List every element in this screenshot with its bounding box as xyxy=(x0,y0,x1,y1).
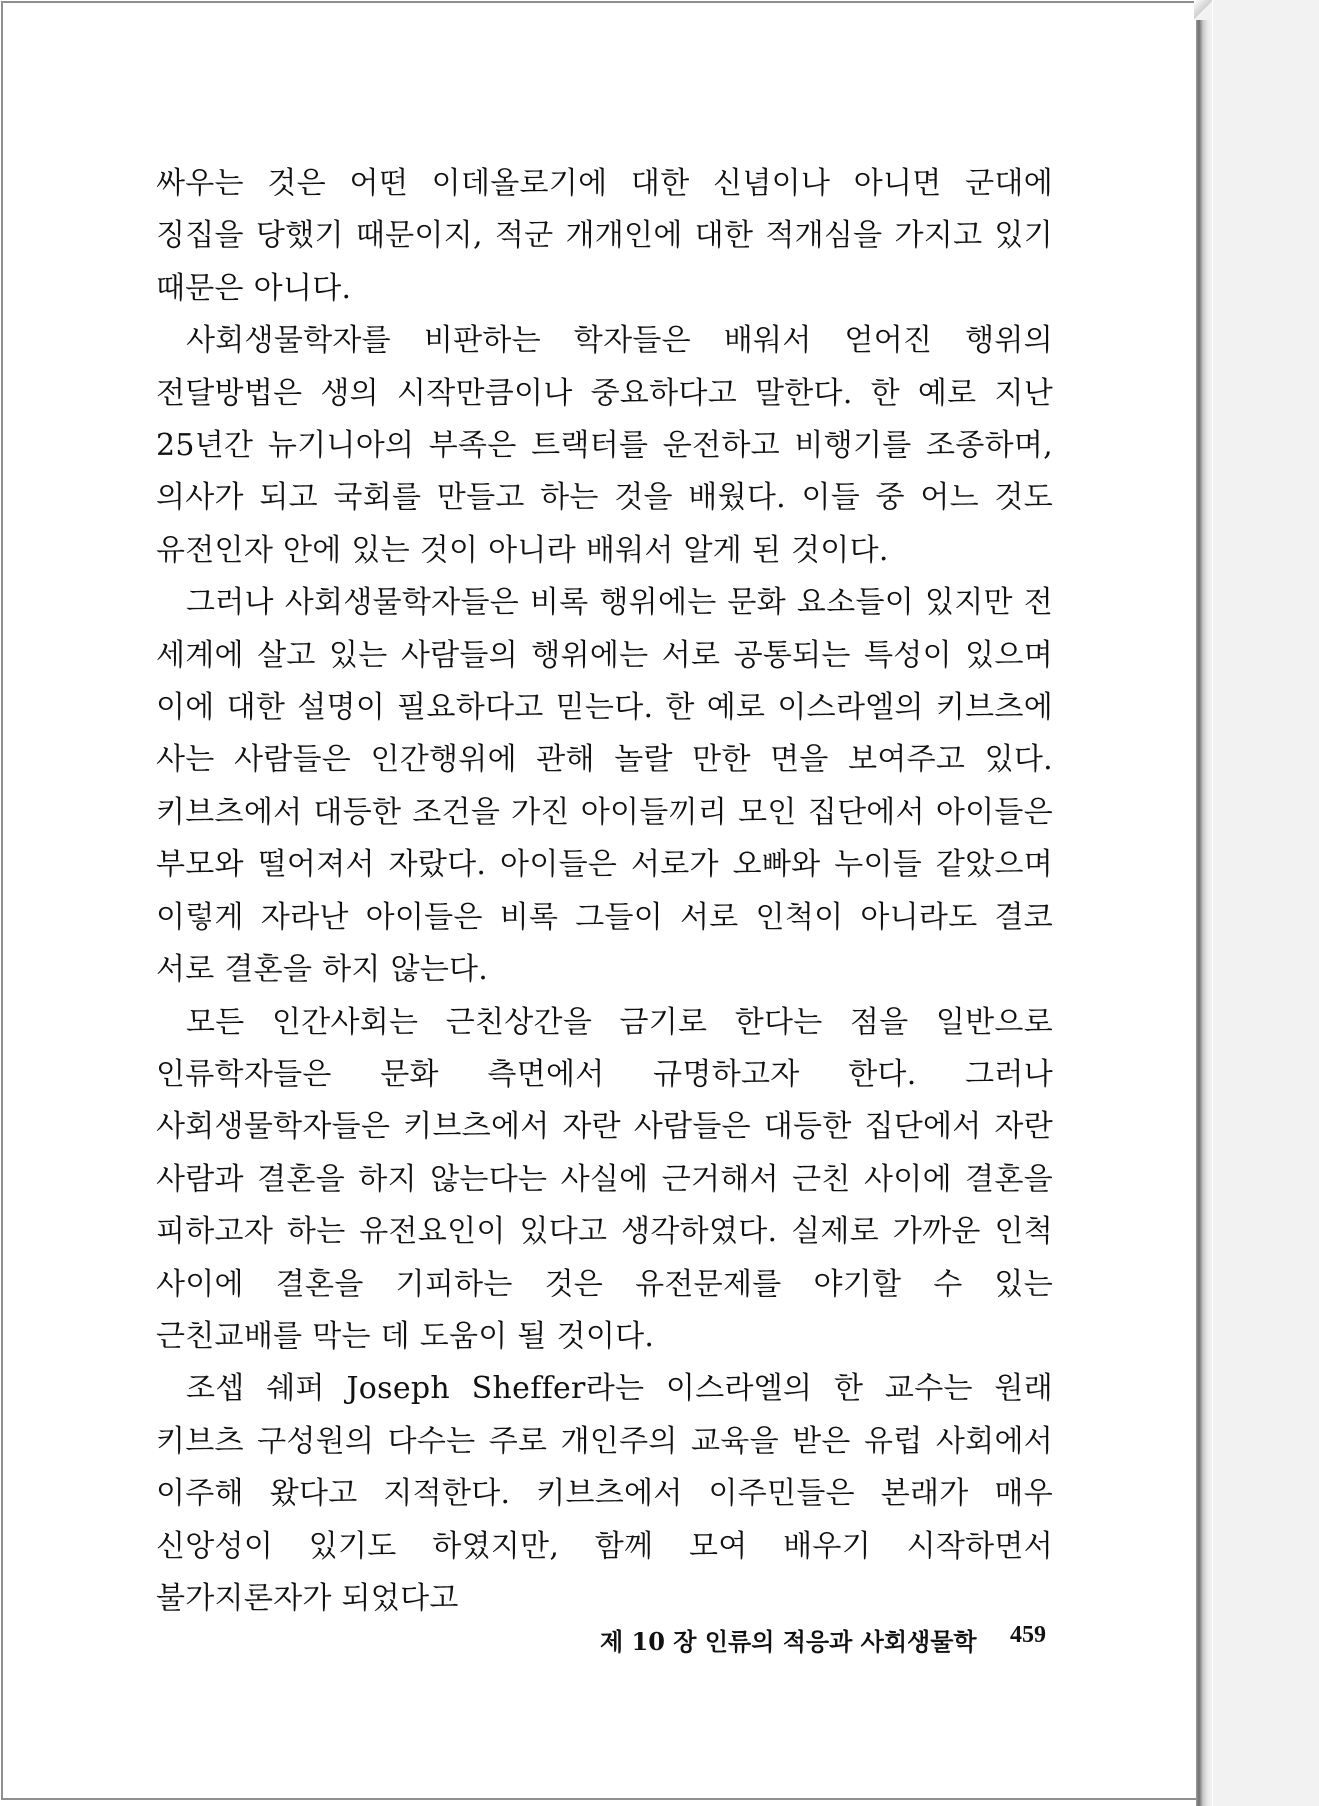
running-footer xyxy=(600,1616,1048,1656)
paragraph: 조셉 쉐퍼 Joseph Sheffer라는 이스라엘의 한 교수는 원래 키브츠 구성원의 다수는 주로 개인주의 교육을 받은 유럽 사회에서 이주해 왔다고 지적한다. 키브츠에서 이주민들은 본래가 매우 신앙성이 있기도 하였지만, 함께 모여 배우기 시작하면서 불가지론자가 되었다고 xyxy=(156,1371,1053,1616)
paragraph: 사회생물학자를 비판하는 학자들은 배워서 얻어진 행위의 전달방법은 생의 시작만큼이나 중요하다고 말한다. 한 예로 지난 25년간 뉴기니아의 부족은 트랙터를 운전하고 비행기를 조종하며, 의사가 되고 국회를 만들고 하는 것을 배웠다. 이들 중 어느 것도 유전인자 안에 있는 것이 아니라 배워서 알게 된 것이다. xyxy=(156,323,1053,568)
paragraph: 싸우는 것은 어떤 이데올로기에 대한 신념이나 아니면 군대에 징집을 당했기 때문이지, 적군 개개인에 대한 적개심을 가지고 있기 때문은 아니다. xyxy=(156,166,1053,306)
body-text xyxy=(156,158,1053,1625)
viewer-background xyxy=(1213,0,1319,1806)
page-number: 459 xyxy=(1010,1622,1046,1648)
paragraph: 모든 인간사회는 근친상간을 금기로 한다는 점을 일반으로 인류학자들은 문화 측면에서 규명하고자 한다. 그러나 사회생물학자들은 키브츠에서 자란 사람들은 대등한 집단에서 자란 사람과 결혼을 하지 않는다는 사실에 근거해서 근친 사이에 결혼을 피하고자 하는 유전요인이 있다고 생각하였다. 실제로 가까운 인척 사이에 결혼을 기피하는 것은 유전문제를 야기할 수 있는 근친교배를 막는 데 도움이 될 것이다. xyxy=(156,1004,1053,1354)
chapter-title: 제 10 장 인류의 적응과 사회생물학 xyxy=(600,1627,977,1656)
page-edge-shadow xyxy=(1196,0,1212,1806)
paragraph: 그러나 사회생물학자들은 비록 행위에는 문화 요소들이 있지만 전 세계에 살고 있는 사람들의 행위에는 서로 공통되는 특성이 있으며 이에 대한 설명이 필요하다고 믿는다. 한 예로 이스라엘의 키브츠에 사는 사람들은 인간행위에 관해 놀랄 만한 면을 보여주고 있다. 키브츠에서 대등한 조건을 가진 아이들끼리 모인 집단에서 아이들은 부모와 떨어져서 자랐다. 아이들은 서로가 오빠와 누이들 같았으며 이렇게 자라난 아이들은 비록 그들이 서로 인척이 아니라도 결코 서로 결혼을 하지 않는다. xyxy=(156,585,1053,988)
page-curl-corner xyxy=(1194,0,1212,20)
